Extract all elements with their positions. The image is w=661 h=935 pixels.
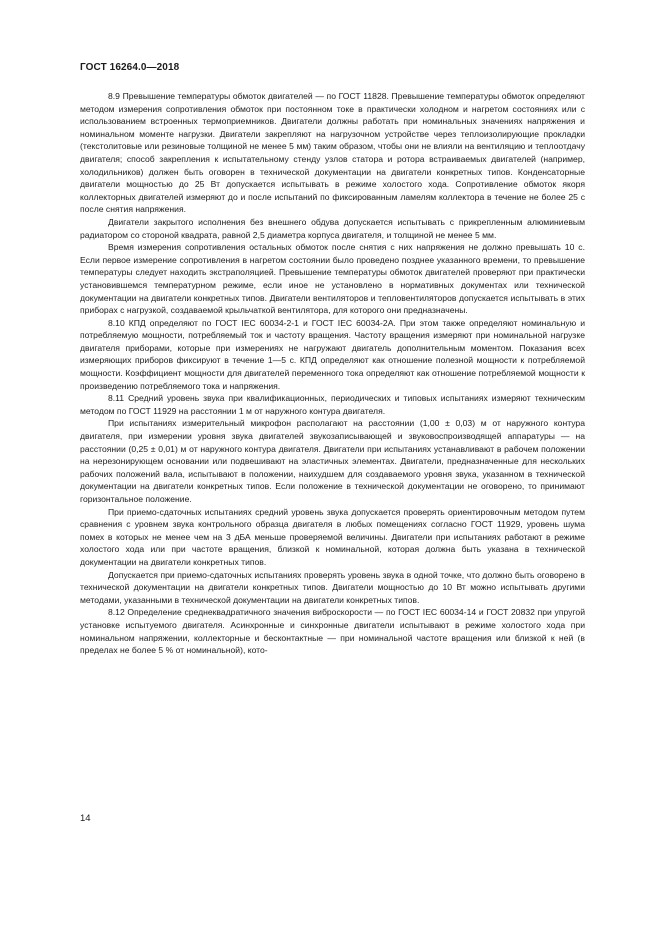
paragraph-8-10: 8.10 КПД определяют по ГОСТ IEC 60034-2-1 и ГОСТ IEC 60034-2A. При этом также определяют номинальную и потребляемую мощности, потребляемый ток и частоту вращения. Частоту вращения измеряют при номинальной нагрузке двигателя приборами, которые при измерениях не нагружают двигатель дополнительным моментом. Показания всех измеряющих приборов фиксируют в течение 1—5 с. КПД определяют как отношение полезной мощности к потребляемой мощности. Коэффициент мощности для двигателей переменного тока определяют как отношение потребляемой мощности к произведению потребляемого тока и напряжения.	[80, 317, 585, 391]
paragraph-8-9: 8.9 Превышение температуры обмоток двигателей — по ГОСТ 11828. Превышение температуры обмоток определяют методом измерения сопротивления обмоток при постоянном токе в практически холодном и нагретом состояниях или с использованием встроенных термоприемников. Двигатели должны работать при номинальных значениях напряжения и номинальном моменте нагрузки. Двигатели закрепляют на нагрузочном устройстве через теплоизолирующие прокладки (текстолитовые или резиновые толщиной не менее 5 мм) таким образом, чтобы они не влияли на вентиляцию и теплоотдачу двигателя; способ закрепления к испытательному стенду узлов статора и ротора встраиваемых двигателей (например, холодильников) должен быть оговорен в технической документации на двигатели конкретных типов. Конденсаторные двигатели мощностью до 25 Вт допускается испытывать в режиме холостого хода. Сопротивление обмоток якоря коллекторных двигателей измеряют до и после испытаний по фиксированным ламелям коллектора в течение не более 25 с после снятия напряжения.	[80, 91, 585, 215]
page-number: 14	[80, 813, 91, 824]
paragraph: Двигатели закрытого исполнения без внешнего обдува допускается испытывать с прикрепленным алюминиевым радиатором со стороной квадрата, равной 2,5 диаметра корпуса двигателя, и толщиной не менее 5 мм.	[80, 216, 585, 240]
paragraph: Допускается при приемо-сдаточных испытаниях проверять уровень звука в одной точке, что должно быть оговорено в технической документации на двигатели конкретных типов. Двигатели мощностью до 10 Вт можно испытывать другими методами, указанными в технической документации на двигатели конкретных типов.	[80, 569, 585, 605]
paragraph-8-12: 8.12 Определение среднеквадратичного значения виброскорости — по ГОСТ IEC 60034-14 и ГОСТ 20832 при упругой установке испытуемого двигателя. Асинхронные и синхронные двигатели испытывают в режиме холостого хода при номинальном напряжении, коллекторные и бесконтактные — при номинальной частоте вращения или близкой к ней (в пределах не более 5 % от номинальной), кото-	[80, 607, 585, 656]
standard-header: ГОСТ 16264.0—2018	[80, 62, 180, 73]
body-text	[80, 90, 585, 657]
paragraph: Время измерения сопротивления остальных обмоток после снятия с них напряжения не должно превышать 10 с. Если первое измерение сопротивления в нагретом состоянии было проведено позднее указанного времени, то превышение температуры следует находить экстраполяцией. Превышение температуры обмоток двигателей проверяют при практически установившемся температурном режиме, если иное не установлено в нормативных документах или технической документации на двигатели конкретных типов. Двигатели вентиляторов и тепловентиляторов допускается испытывать в этих приборах с нагрузкой, создаваемой крыльчаткой вентилятора, для которого они предназначены.	[80, 242, 585, 316]
paragraph-8-11: 8.11 Средний уровень звука при квалификационных, периодических и типовых испытаниях измеряют техническим методом по ГОСТ 11929 на расстоянии 1 м от наружного контура двигателя.	[80, 393, 585, 416]
paragraph: При приемо-сдаточных испытаниях средний уровень звука допускается проверять ориентировочным методом путем сравнения с уровнем звука контрольного образца двигателя в любых помещениях согласно ГОСТ 11929, уровень шума помех в которых не менее чем на 3 дБА меньше проверяемой величины. Двигатели при испытаниях работают в режиме холостого хода или при частоте вращения, близкой к номинальной, которая должна быть указана в технической документации на двигатели конкретных типов.	[80, 506, 585, 567]
paragraph: При испытаниях измерительный микрофон располагают на расстоянии (1,00 ± 0,03) м от наружного контура двигателя, при измерении уровня звука двигателей звукозаписывающей и звуковоспроизводящей аппаратуры — на расстоянии (0,25 ± 0,01) м от наружного контура двигателя. Двигатели при испытаниях устанавливают в рабочем положении на нерезонирующем основании или подвешивают на эластичных элементах. Двигатели, предназначенные для нескольких рабочих положений вала, испытывают в положении, наихудшем для создаваемого уровня звука, указанном в технической документации на двигатели конкретных типов. Если положение в технической документации не оговорено, то принимают горизонтальное положение.	[80, 418, 585, 504]
